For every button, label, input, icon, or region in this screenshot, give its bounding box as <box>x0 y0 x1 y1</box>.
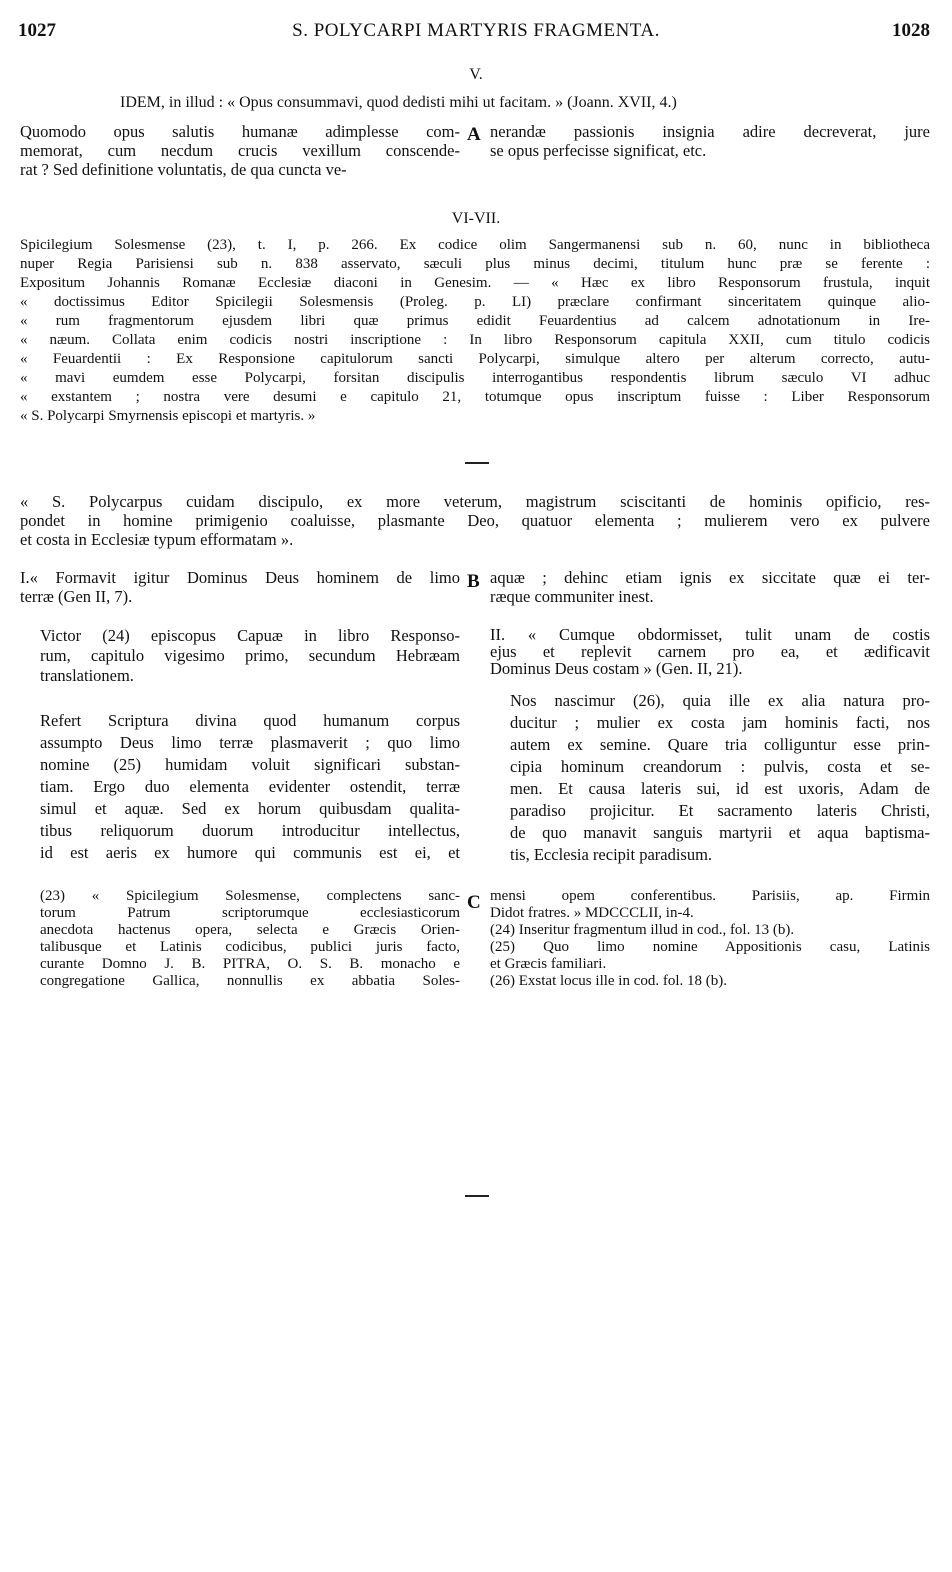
text-line: assumpto Deus limo terræ plasmaverit ; quo limo <box>40 733 460 752</box>
text-line: II. « Cumque obdormisset, tulit unam de costis <box>490 625 930 644</box>
text-line: Dominus Deus costam » (Gen. II, 21). <box>490 659 743 678</box>
footnote-line: mensi opem conferentibus. Parisiis, ap. Firmin <box>490 888 930 904</box>
text-line: translationem. <box>40 666 134 685</box>
text-line: Refert Scriptura divina quod humanum corpus <box>40 711 460 730</box>
footnote-line: et Græcis familiari. <box>490 956 607 972</box>
column-marker-c: C <box>467 892 481 913</box>
footnote-line: congregatione Gallica, nonnullis ex abbatia Soles- <box>40 973 460 989</box>
text-line: nuper Regia Parisiensi sub n. 838 asservato, sæculi plus minus decimi, titulum hunc præ se ferente : <box>20 256 930 272</box>
section-v-left-text <box>20 122 460 179</box>
text-line: pondet in homine primigenio coaluisse, plasmante Deo, quatuor elementa ; mulierem vero ex pulvere <box>20 511 930 530</box>
right-column-p1 <box>490 568 930 606</box>
left-column-p1 <box>20 568 460 606</box>
section-v-intro: IDEM, in illud : « Opus consummavi, quod dedisti mihi ut facitam. » (Joann. XVII, 4.) <box>120 94 677 111</box>
text-line: « rum fragmentorum ejusdem libri quæ primus edidit Feuardentius ad calcem adnotationum in Ire- <box>20 313 930 329</box>
footnote-line: (26) Exstat locus ille in cod. fol. 18 (b). <box>490 973 728 989</box>
text-line: I.« Formavit igitur Dominus Deus hominem de limo <box>20 568 460 587</box>
page-header <box>10 20 942 46</box>
text-line: ræque communiter inest. <box>490 587 654 606</box>
text-line: terræ (Gen II, 7). <box>20 587 133 606</box>
text-line: « S. Polycarpus cuidam discipulo, ex more veterum, magistrum sciscitanti de hominis opificio, res- <box>20 492 930 511</box>
text-line: rat ? Sed definitione voluntatis, de qua cuncta ve- <box>20 160 347 179</box>
text-line: Expositum Johannis Romanæ Ecclesiæ diaconi in Genesim. — « Hæc ex libro Responsorum frustula, inquit <box>20 275 930 291</box>
page-number-left: 1027 <box>18 20 56 41</box>
text-line: « Feuardentii : Ex Responsione capitulorum sancti Polycarpi, simulque altero per alterum correcto, autu- <box>20 351 930 367</box>
text-line: Quomodo opus salutis humanæ adimplesse com- <box>20 122 460 141</box>
text-line: men. Et causa lateris sui, id est uxoris, Adam de <box>510 779 930 798</box>
left-column-p3 <box>40 710 460 864</box>
footnote-line: (24) Inseritur fragmentum illud in cod., fol. 13 (b). <box>490 922 795 938</box>
right-footnotes <box>490 888 930 990</box>
column-marker-a: A <box>467 124 481 145</box>
right-column-p2 <box>490 626 930 677</box>
footnote-line: torum Patrum scriptorumque ecclesiasticorum <box>40 905 460 921</box>
text-line: ducitur ; mulier ex costa jam hominis facti, nos <box>510 713 930 732</box>
text-line: tis, Ecclesia recipit paradisum. <box>510 845 713 864</box>
text-line: rum, capitulo vigesimo primo, secundum Hebræam <box>40 646 460 665</box>
text-line: « mavi eumdem esse Polycarpi, forsitan discipulis interrogantibus respondentis librum sæculo VI adhuc <box>20 370 930 386</box>
summary-quote <box>20 492 930 549</box>
left-footnotes <box>40 888 460 990</box>
text-line: nerandæ passionis insignia adire decreverat, jure <box>490 122 930 141</box>
footnote-line: curante Domno J. B. PITRA, O. S. B. monacho e <box>40 956 460 972</box>
page-number-right: 1028 <box>892 20 930 41</box>
separator-dash <box>465 462 489 464</box>
text-line: « doctissimus Editor Spicilegii Solesmensis (Proleg. p. LI) præclare confirmant sinceritatem quinque alio- <box>20 294 930 310</box>
text-line: nomine (25) humidam voluit significari substan- <box>40 755 460 774</box>
running-title: S. POLYCARPI MARTYRIS FRAGMENTA. <box>292 20 660 41</box>
text-line: aquæ ; dehinc etiam ignis ex siccitate quæ ei ter- <box>490 568 930 587</box>
text-line: ejus et replevit carnem pro ea, et ædificavit <box>490 642 930 661</box>
section-heading-vi-vii: VI-VII. <box>451 210 501 227</box>
text-line: id est aeris ex humore qui communis est ei, et <box>40 843 460 862</box>
section-heading-v: V. <box>469 66 483 83</box>
column-marker-b: B <box>467 571 480 592</box>
text-line: se opus perfecisse significat, etc. <box>490 141 707 160</box>
text-line: Nos nascimur (26), quia ille ex alia natura pro- <box>510 691 930 710</box>
text-line: Spicilegium Solesmense (23), t. I, p. 266. Ex codice olim Sangermanensi sub n. 60, nunc in bibliotheca <box>20 237 930 253</box>
text-line: « næum. Collata enim codicis nostri inscriptione : In libro Responsorum capitula XXII, cum titulo codicis <box>20 332 930 348</box>
footnote-line: anecdota hactenus opera, selecta e Græcis Orien- <box>40 922 460 938</box>
text-line: tiam. Ergo duo elementa evidenter ostendit, terræ <box>40 777 460 796</box>
text-line: tibus reliquorum duorum introducitur intellectus, <box>40 821 460 840</box>
footnote-line: Didot fratres. » MDCCCLII, in-4. <box>490 905 694 921</box>
text-line: autem ex semine. Quare tria colliguntur esse prin- <box>510 735 930 754</box>
footnote-line: (25) Quo limo nomine Appositionis casu, Latinis <box>490 939 930 955</box>
footnote-line: (23) « Spicilegium Solesmense, complectens sanc- <box>40 888 460 904</box>
right-column-p3 <box>510 690 930 866</box>
text-line: cipia hominum creandorum : pulvis, costa et se- <box>510 757 930 776</box>
text-line: de quo manavit sanguis martyrii et aqua baptisma- <box>510 823 930 842</box>
left-column-p2 <box>40 626 460 686</box>
text-line: « S. Polycarpi Smyrnensis episcopi et martyris. » <box>20 408 316 424</box>
text-line: et costa in Ecclesiæ typum efformatam ». <box>20 530 294 549</box>
text-line: memorat, cum necdum crucis vexillum conscende- <box>20 141 460 160</box>
separator-dash-bottom <box>465 1195 489 1197</box>
footnote-line: talibusque et Latinis codicibus, publici juris facto, <box>40 939 460 955</box>
text-line: simul et aquæ. Sed ex horum quibusdam qualita- <box>40 799 460 818</box>
section-v-right-text <box>490 122 930 160</box>
text-line: Victor (24) episcopus Capuæ in libro Responso- <box>40 626 460 645</box>
text-line: « exstantem ; nostra vere desumi e capitulo 21, totumque opus inscriptum fuisse : Liber Responsorum <box>20 389 930 405</box>
text-line: paradiso projicitur. Et sacramento lateris Christi, <box>510 801 930 820</box>
section-vi-vii-text <box>20 236 930 426</box>
